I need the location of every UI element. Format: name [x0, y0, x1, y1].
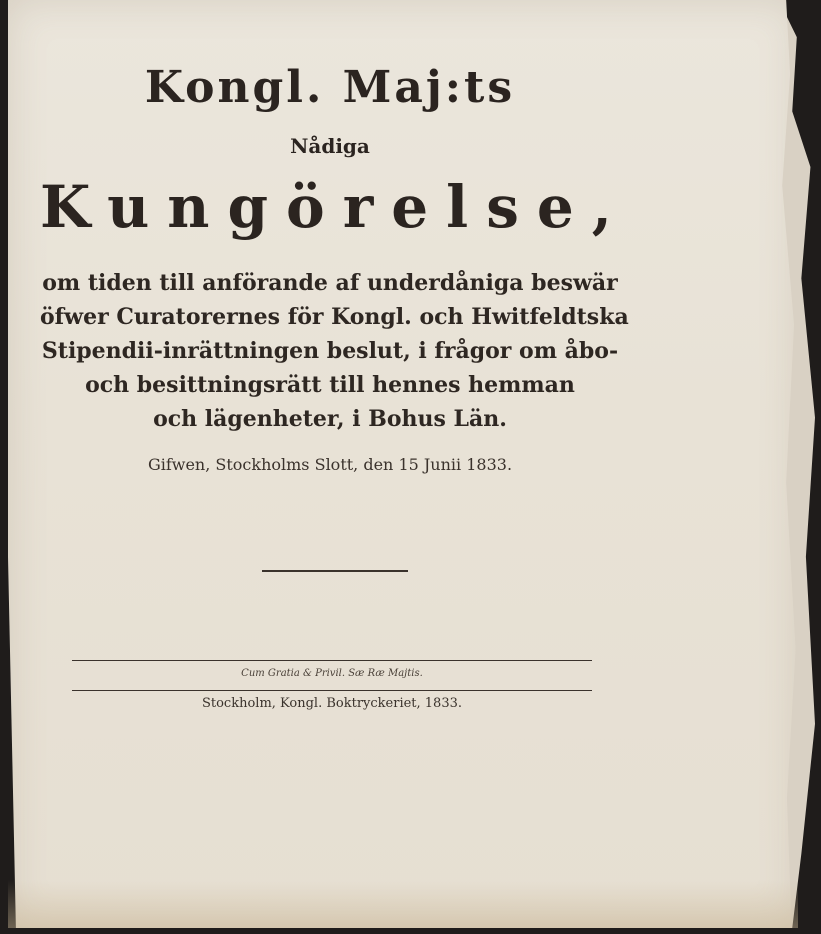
document-content [40, 50, 630, 476]
dateline: Gifwen, Stockholms Slott, den 15 Junii 1833. [147, 455, 513, 474]
body-line: om tiden till anförande af underdåniga beswär [42, 270, 618, 296]
heading-line-1: Kongl. Maj:ts [144, 62, 516, 113]
body-line: öfwer Curatorernes för Kongl. och Hwitfeldtska [40, 304, 629, 330]
divider-bottom [72, 690, 592, 691]
heading-line-2: Nådiga [290, 134, 370, 158]
body-line: och lägenheter, i Bohus Län. [153, 406, 507, 432]
body-line: och besittningsrätt till hennes hemman [85, 372, 575, 398]
imprint: Stockholm, Kongl. Boktryckeriet, 1833. [201, 696, 463, 711]
body-text [40, 266, 629, 436]
ornament-rule [262, 570, 408, 572]
heading-line-3: Kungörelse, [40, 173, 630, 241]
page-stain [8, 880, 798, 928]
privilege-note: Cum Gratia & Privil. Sæ Ræ Majtis. [241, 668, 423, 679]
divider-top [72, 660, 592, 661]
body-line: Stipendii-inrättningen beslut, i frågor om åbo- [41, 338, 619, 364]
